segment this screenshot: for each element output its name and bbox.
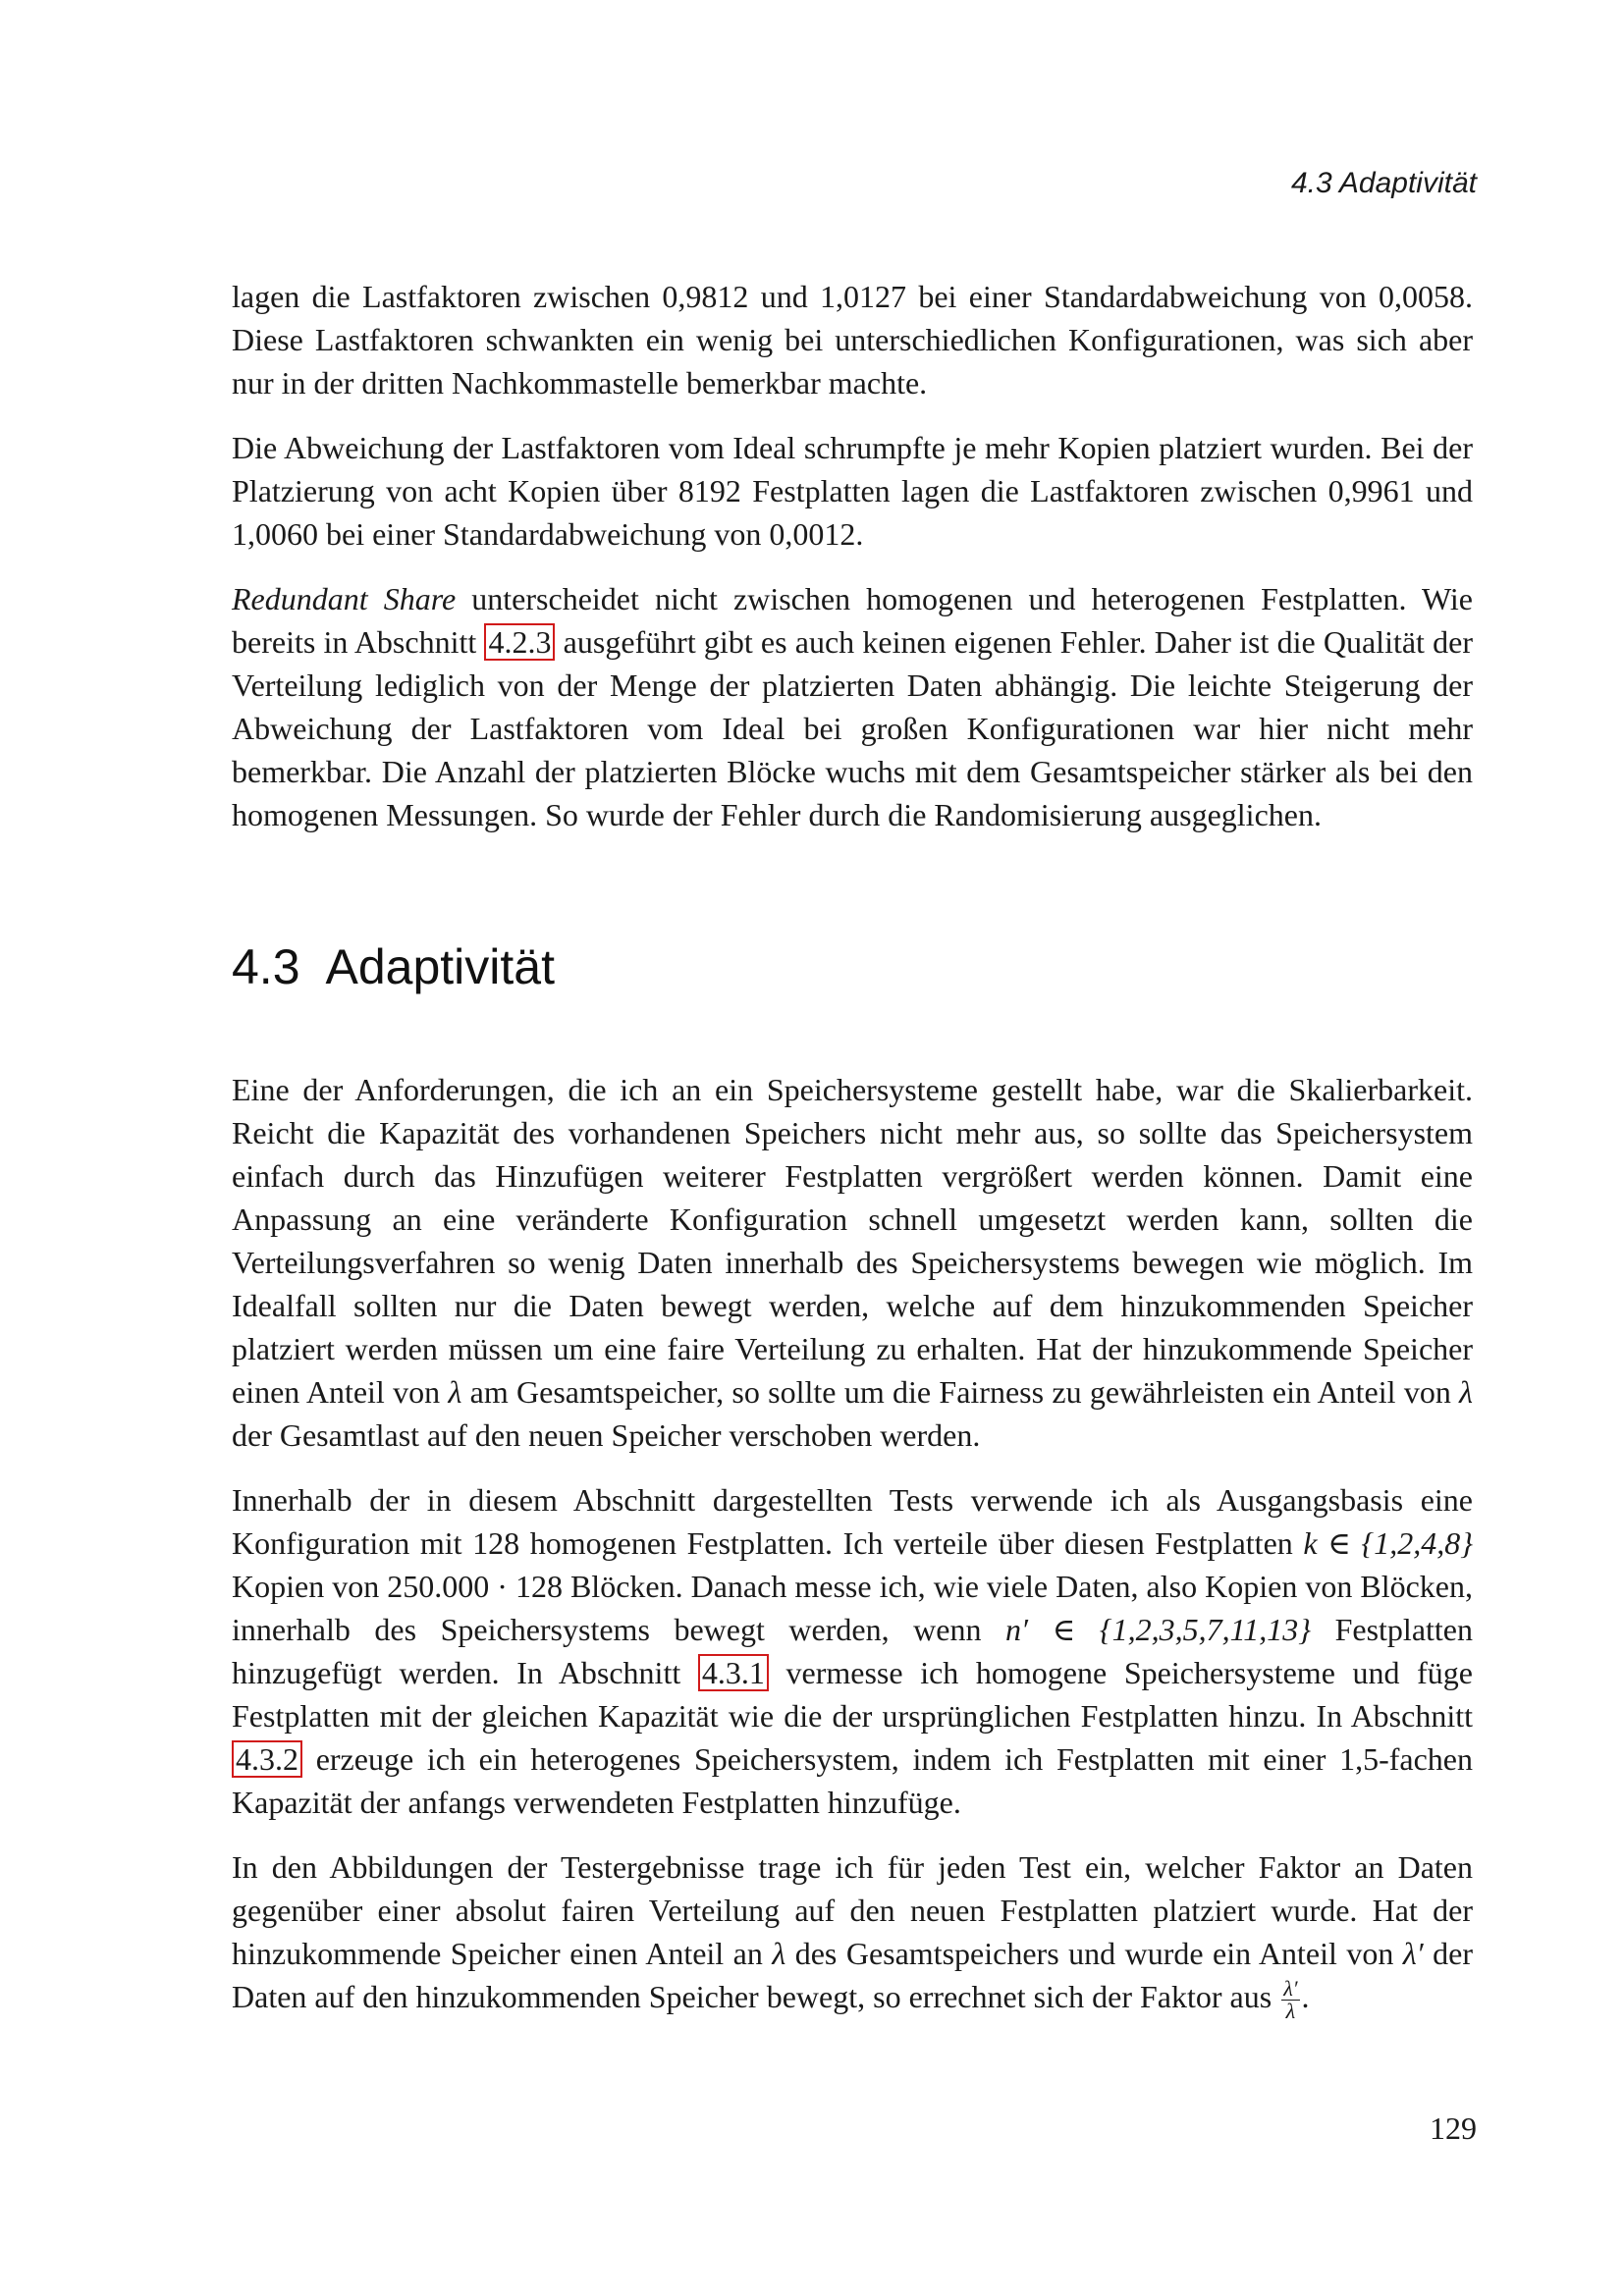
section-number: 4.3 (232, 939, 300, 994)
paragraph-text: erzeuge ich ein heterogenes Speichersystem, indem ich Festplatten mit einer 1,5-fachen Kapazität der anfangs verwendeten Festplatten hinzufüge. (232, 1741, 1473, 1820)
paragraph-text: Eine der Anforderungen, die ich an ein Speichersysteme gestellt habe, war die Skalierbarkeit. Reicht die Kapazität des vorhandenen Speichers nicht mehr aus, so sollte das Speichersystem einfach durch das Hinzufügen weiterer Festplatten vergrößert werden können. Damit eine Anpassung an eine veränderte Konfiguration schnell umgesetzt werden kann, sollten die Verteilungsverfahren so wenig Daten innerhalb des Speichersystems bewegen wie möglich. Im Idealfall sollten nur die Daten bewegt werden, welche auf dem hinzukommenden Speicher platziert werden müssen um eine faire Verteilung zu erhalten. Hat der hinzukommende Speicher einen Anteil von (232, 1072, 1473, 1410)
paragraph-redundant-share (232, 577, 1473, 836)
page-content (232, 275, 1473, 2044)
paragraph-text: lagen die Lastfaktoren zwischen 0,9812 und 1,0127 bei einer Standardabweichung von 0,0058. Diese Lastfaktoren schwankten ein wenig bei unterschiedlichen Konfigurationen, was sich aber nur in der dritten Nachkommastelle bemerkbar machte. (232, 279, 1473, 400)
paragraph-text: der Daten auf den hinzukommenden Speicher bewegt, so errechnet sich der Faktor aus (232, 1936, 1474, 2014)
paragraph-text: der Gesamtlast auf den neuen Speicher verschoben werden. (232, 1417, 981, 1453)
paragraph-text: Kopien von 250.000 · 128 Blöcken. Danach messe ich, wie viele Daten, also Kopien von Blöcken, innerhalb des Speichersystems bewegt werden, wenn (232, 1569, 1473, 1647)
paragraph-text: am Gesamtspeicher, so sollte um die Fairness zu gewährleisten ein Anteil von (461, 1374, 1460, 1410)
section-title: Adaptivität (325, 939, 555, 994)
paragraph-text: In den Abbildungen der Testergebnisse trage ich für jeden Test ein, welcher Faktor an Daten gegenüber einer absolut fairen Verteilung auf den neuen Festplatten platziert wurde. Hat der hinzukommende Speicher einen Anteil an (232, 1849, 1473, 1971)
paragraph-text: vermesse ich homogene Speichersysteme und füge Festplatten mit der gleichen Kapazität wie die der ursprünglichen Festplatten hinzu. In Abschnitt (232, 1655, 1474, 1734)
paragraph-text: . (1301, 1979, 1310, 2014)
section-reference-link[interactable]: 4.3.1 (698, 1654, 769, 1691)
math-lambda: λ (448, 1374, 462, 1410)
section-reference-link[interactable]: 4.2.3 (484, 623, 555, 661)
math-lambda: λ (1459, 1374, 1474, 1410)
paragraph-load-factors (232, 275, 1473, 404)
paragraph-deviation (232, 426, 1473, 556)
paragraph-text: Festplatten hinzugefügt werden. In Abschnitt (232, 1612, 1474, 1690)
paragraph-requirements (232, 1068, 1473, 1457)
running-header: 4.3 Adaptivität (1290, 167, 1477, 199)
fraction-denominator: λ (1285, 1999, 1296, 2024)
section-heading (232, 938, 1473, 995)
paragraph-text: Die Abweichung der Lastfaktoren vom Ideal schrumpfte je mehr Kopien platziert wurden. Bei der Platzierung von acht Kopien über 8192 Festplatten lagen die Lastfaktoren zwischen 0,9961 und 1,0060 bei einer Standardabweichung von 0,0012. (232, 430, 1473, 552)
paragraph-text: ausgeführt gibt es auch keinen eigenen Fehler. Daher ist die Qualität der Verteilung lediglich von der Menge der platzierten Daten abhängig. Die leichte Steigerung der Abweichung der Lastfaktoren vom Ideal bei großen Konfigurationen war hier nicht mehr bemerkbar. Die Anzahl der platzierten Blöcke wuchs mit dem Gesamtspeicher stärker als bei den homogenen Messungen. So wurde der Fehler durch die Randomisierung ausgeglichen. (232, 624, 1474, 832)
page-number: 129 (1430, 2110, 1477, 2146)
section-reference-link[interactable]: 4.3.2 (232, 1740, 302, 1778)
math-k-set: k ∈ {1,2,4,8} (1303, 1525, 1474, 1561)
paragraph-results (232, 1845, 1473, 2022)
paragraph-text: Innerhalb der in diesem Abschnitt dargestellten Tests verwende ich als Ausgangsbasis eine Konfiguration mit 128 homogenen Festplatten. Ich verteile über diesen Festplatten (232, 1482, 1473, 1561)
math-lambda-prime: λ′ (1402, 1936, 1424, 1971)
paragraph-test-setup (232, 1478, 1473, 1824)
math-fraction (1281, 1978, 1299, 2022)
math-n-prime-set: n′ ∈ {1,2,3,5,7,11,13} (1005, 1612, 1312, 1647)
math-lambda: λ (772, 1936, 786, 1971)
paragraph-text: unterscheidet nicht zwischen homogenen und heterogenen Festplatten. Wie bereits in Abschnitt (232, 581, 1474, 660)
paragraph-text: des Gesamtspeichers und wurde ein Anteil von (785, 1936, 1403, 1971)
fraction-numerator: λ′ (1283, 1976, 1298, 2002)
emphasis-redundant-share: Redundant Share (232, 581, 457, 616)
